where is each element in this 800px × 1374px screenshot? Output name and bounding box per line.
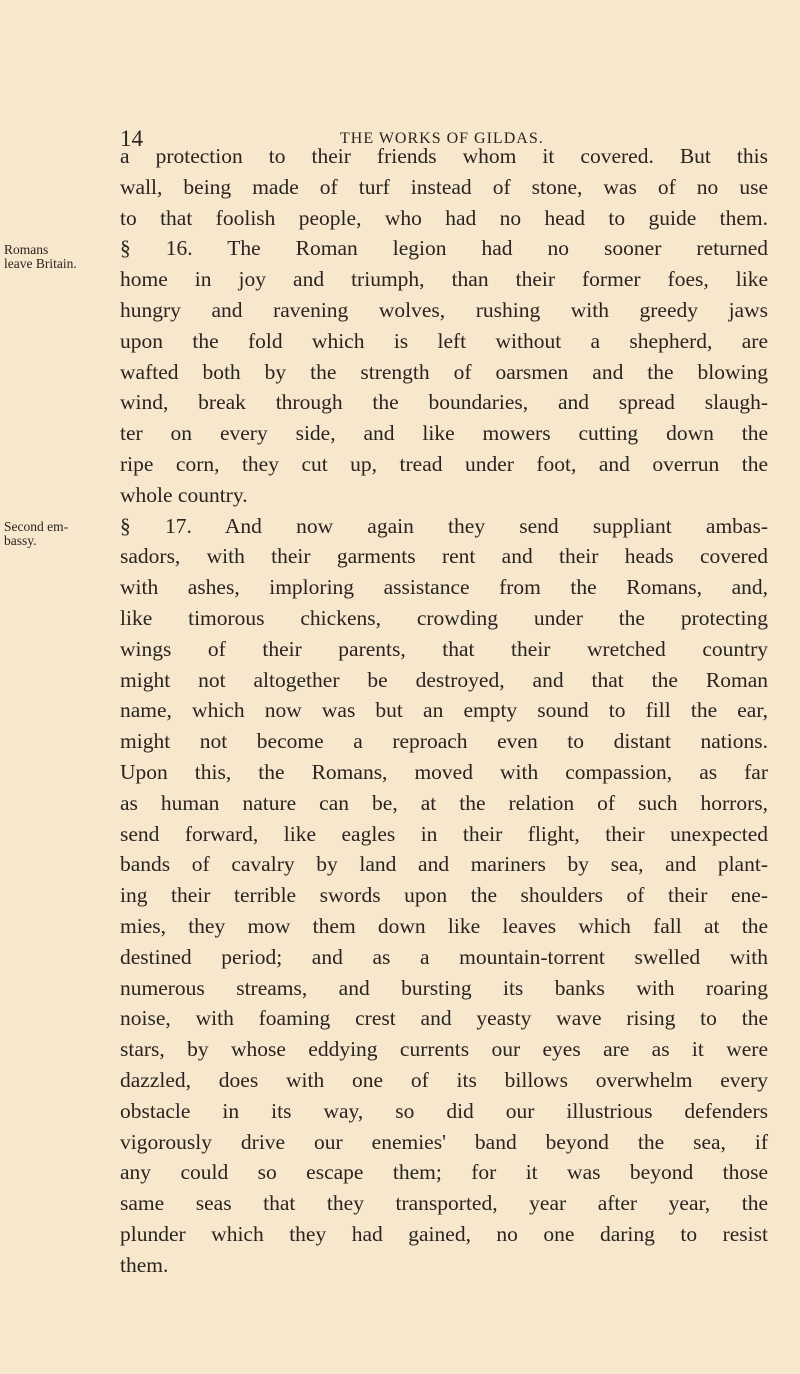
text-line: as human nature can be, at the relation of such horrors, xyxy=(120,790,768,815)
margin-note-line: Romans xyxy=(4,242,49,257)
text-line: whole country. xyxy=(120,482,248,507)
body-text xyxy=(120,141,768,1280)
text-line: like timorous chickens, crowding under the protecting xyxy=(120,605,768,630)
text-line: home in joy and triumph, than their former foes, like xyxy=(120,267,768,292)
text-line: wafted both by the strength of oarsmen and the blowing xyxy=(120,359,768,384)
text-line: with ashes, imploring assistance from the Romans, and, xyxy=(120,575,768,600)
text-line: vigorously drive our enemies' band beyond the sea, if xyxy=(120,1129,768,1154)
text-line: noise, with foaming crest and yeasty wave rising to the xyxy=(120,1006,768,1031)
text-line: mies, they mow them down like leaves which fall at the xyxy=(120,913,768,938)
text-line: ter on every side, and like mowers cutting down the xyxy=(120,421,768,446)
margin-note-line: leave Britain. xyxy=(4,256,77,271)
text-line: Upon this, the Romans, moved with compassion, as far xyxy=(120,759,768,784)
text-line: wind, break through the boundaries, and spread slaugh- xyxy=(120,390,768,415)
text-line: obstacle in its way, so did our illustrious defenders xyxy=(120,1098,768,1123)
text-line: a protection to their friends whom it covered. But this xyxy=(120,144,768,168)
text-line: might not altogether be destroyed, and that the Roman xyxy=(120,667,768,692)
text-line: bands of cavalry by land and mariners by sea, and plant- xyxy=(120,852,768,877)
text-line: § 16. The Roman legion had no sooner returned xyxy=(120,236,768,261)
text-line: send forward, like eagles in their flight, their unexpected xyxy=(120,821,768,846)
text-line: wall, being made of turf instead of stone, was of no use xyxy=(120,174,768,199)
running-title: THE WORKS OF GILDAS. xyxy=(340,130,544,147)
margin-note-line: Second em- xyxy=(4,519,69,534)
margin-note-second-embassy xyxy=(4,520,116,548)
margin-note-line: bassy. xyxy=(4,533,37,548)
text-line: stars, by whose eddying currents our eyes are as it were xyxy=(120,1037,768,1062)
text-line: to that foolish people, who had no head to guide them. xyxy=(120,205,768,230)
text-line: might not become a reproach even to distant nations. xyxy=(120,729,768,754)
text-line: wings of their parents, that their wretched country xyxy=(120,636,768,661)
text-line: dazzled, does with one of its billows overwhelm every xyxy=(120,1067,768,1092)
text-line: § 17. And now again they send suppliant ambas- xyxy=(120,513,768,538)
page-number: 14 xyxy=(120,126,143,151)
text-line: name, which now was but an empty sound to fill the ear, xyxy=(120,698,768,723)
text-line: them. xyxy=(120,1252,169,1277)
margin-note-romans-leave xyxy=(4,243,116,271)
text-line: ing their terrible swords upon the shoulders of their ene- xyxy=(120,883,768,908)
text-line: destined period; and as a mountain-torrent swelled with xyxy=(120,944,768,969)
text-line: hungry and ravening wolves, rushing with greedy jaws xyxy=(120,297,768,322)
text-line: ripe corn, they cut up, tread under foot, and overrun the xyxy=(120,451,768,476)
text-line: any could so escape them; for it was beyond those xyxy=(120,1160,768,1185)
text-line: plunder which they had gained, no one daring to resist xyxy=(120,1221,768,1246)
text-line: upon the fold which is left without a shepherd, are xyxy=(120,328,768,353)
text-line: numerous streams, and bursting its banks with roaring xyxy=(120,975,768,1000)
text-line: same seas that they transported, year after year, the xyxy=(120,1191,768,1216)
text-line: sadors, with their garments rent and their heads covered xyxy=(120,544,768,569)
